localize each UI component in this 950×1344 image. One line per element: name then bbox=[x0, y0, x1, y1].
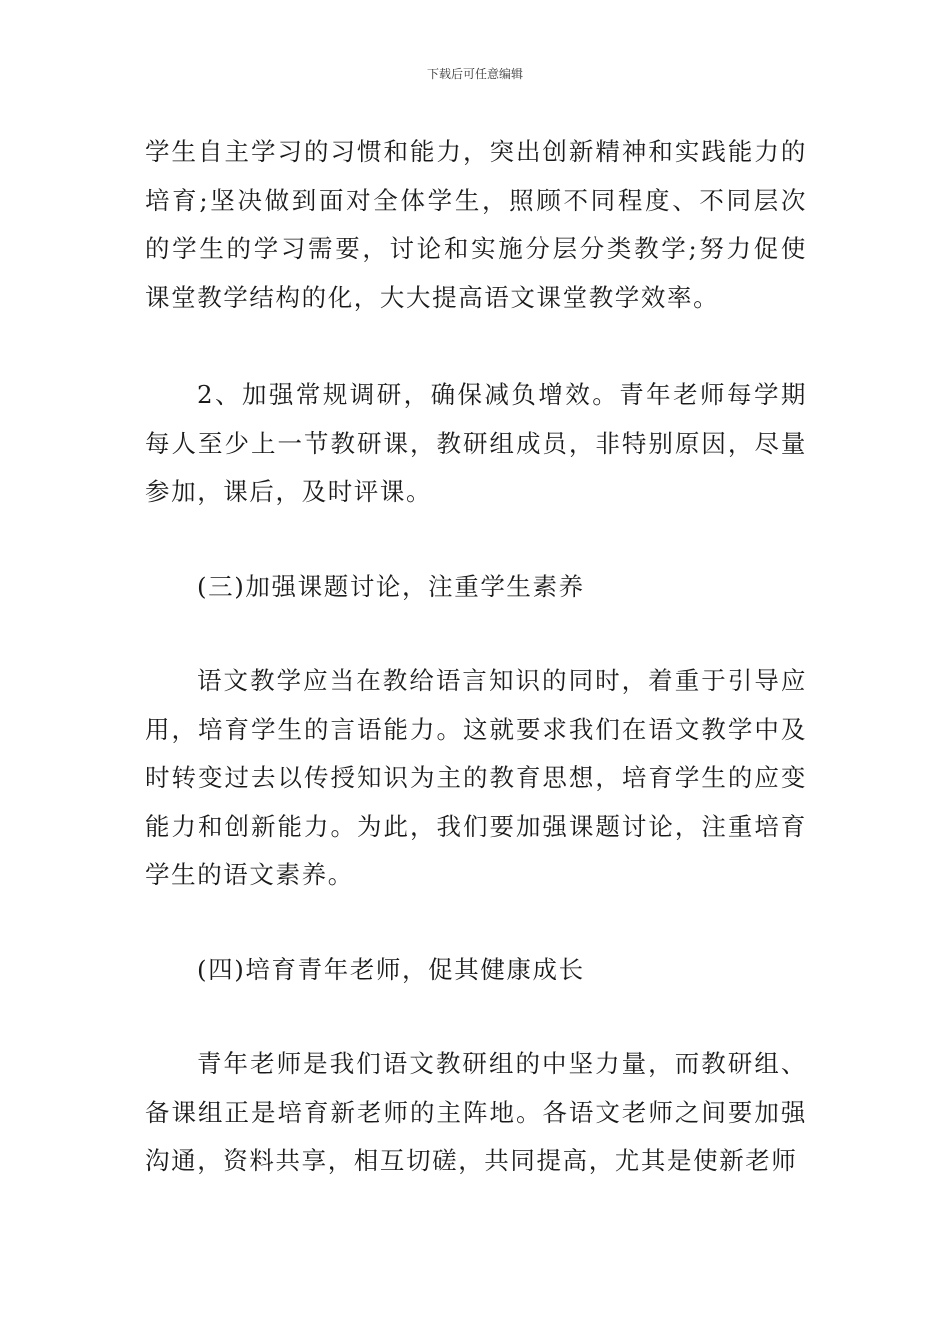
document-body bbox=[145, 128, 807, 1186]
section-heading-4: (四)培育青年老师，促其健康成长 bbox=[197, 954, 585, 984]
paragraph-item-2: 2、加强常规调研，确保减负增效。青年老师每学期每人至少上一节教研课，教研组成员，非特别原因，尽量参加，课后，及时评课。 bbox=[145, 380, 807, 506]
paragraph-section-4-body: 青年老师是我们语文教研组的中坚力量，而教研组、备课组正是培育新老师的主阵地。各语文老师之间要加强沟通，资料共享，相互切磋，共同提高，尤其是使新老师 bbox=[145, 1049, 807, 1175]
paragraph-section-3-body: 语文教学应当在教给语言知识的同时，着重于引导应用，培育学生的言语能力。这就要求我们在语文教学中及时转变过去以传授知识为主的教育思想，培育学生的应变能力和创新能力。为此，我们要加强课题讨论，注重培育学生的语文素养。 bbox=[145, 666, 807, 889]
section-heading-3: (三)加强课题讨论，注重学生素养 bbox=[197, 571, 585, 601]
page-header-note: 下载后可任意编辑 bbox=[426, 67, 523, 81]
paragraph-continuation: 学生自主学习的习惯和能力，突出创新精神和实践能力的培育;坚决做到面对全体学生，照顾不同程度、不同层次的学生的学习需要，讨论和实施分层分类教学;努力促使课堂教学结构的化，大大提高语文课堂教学效率。 bbox=[145, 137, 807, 312]
